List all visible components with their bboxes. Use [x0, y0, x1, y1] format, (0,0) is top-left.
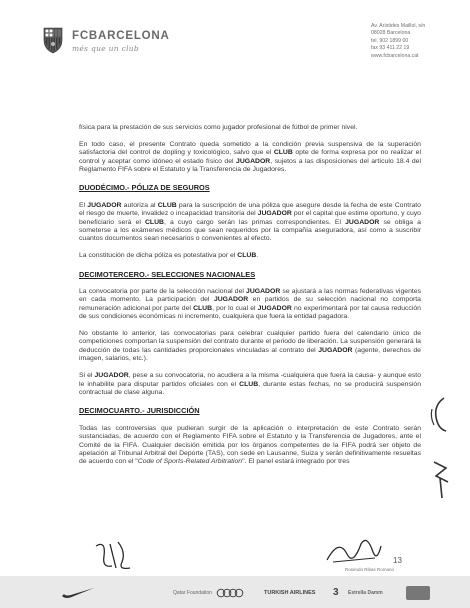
- address-line: 08028 Barcelona: [371, 30, 411, 37]
- address-line: www.fcbarcelona.cat: [371, 52, 419, 59]
- section-heading-decimotercero: DECIMOTERCERO.- SELECCIONES NACIONALES: [79, 269, 256, 279]
- sponsor-qatar-foundation: Qatar Foundation: [173, 590, 212, 596]
- club-address-block: [371, 23, 425, 60]
- paragraph: El JUGADOR autoriza al CLUB para la suscripción de una póliza que asegure desde la fecha de este Contrato el riesgo de muerte, invalidez o incapacidad transitoria del JUGADOR por el capital que estime oportuno, y cuyo beneficiario será el CLUB, a cuyo cargo serán las primas correspondientes. El JUGADOR se obliga a someterse a los exámenes médicos que sean requeridos por la compañía aseguradora, así como a suscribir cuantos documentos sean necesarios o convenientes al efecto.: [79, 201, 421, 243]
- sponsor-turkish-airlines: TURKISH AIRLINES: [264, 590, 316, 596]
- sponsor-three: 3: [333, 587, 339, 598]
- page-number: 13: [393, 556, 402, 565]
- club-representative-signature: [323, 532, 383, 568]
- sponsor-estrella-damm: Estrella Damm: [348, 590, 383, 596]
- address-line: Av. Arístides Maillol, s/n: [371, 23, 426, 29]
- address-line: tel. 902 1899 00: [371, 37, 409, 44]
- paragraph: La constitución de dicha póliza es potestativa por el CLUB.: [79, 252, 259, 260]
- contract-body: [79, 124, 421, 475]
- margin-initials-signature: [426, 395, 452, 435]
- paragraph: Todas las controversias que pudieran surgir de la aplicación o interpretación de este Contrato serán sustanciadas, de acuerdo con el Reglamento FIFA sobre el Estatuto y la Transferencia de Jugadores, ante el Comité de la FIFA. Cualquier decisión emitida por los órganos competentes de la FIFA podrá ser objeto de apelación al Tribunal Arbitral del Deporte (TAS), con sede en Lausanne, Suiza y serán definitivamente resueltas de acuerdo con el "Code of Sports-Related Arbitration". El panel estará integrado por tres: [79, 424, 421, 466]
- paragraph: No obstante lo anterior, las convocatorias para celebrar cualquier partido fuera del calendario único de competiciones comportan la suspensión del contrato durante el periodo de liberación. La suspensión generará la deducción de todas las cantidades proporcionales vinculadas al contrato del JUGADOR (agente, derechos de imagen, salarios, etc.).: [79, 330, 421, 363]
- paragraph: En todo caso, el presente Contrato queda sometido a la condición previa suspensiva de la superación satisfactoria del control de dopling y toxicológico, salvo que el CLUB opte de forma expresa por no realizar el control y aceptar como idóneo el estado físico del JUGADOR, sujetos a las disposiciones del artículo 18.4 del Reglamento FIFA sobre el Estatuto y la Transferencia de Jugadores.: [79, 140, 422, 174]
- club-tagline: més que un club: [72, 44, 140, 53]
- paragraph: La convocatoria por parte de la selección nacional del JUGADOR se ajustará a las normas federativas vigentes en cada momento. La participación del JUGADOR en partidos de su selección nacional no comporta remuneración adicional por parte del CLUB, por lo cual el JUGADOR no experimentará por tal causa reducción de sus condiciones económicas ni incremento, cualquiera que fuera la entidad pagadora.: [79, 288, 421, 321]
- section-heading-duodecimo: DUODÉCIMO.- PÓLIZA DE SEGUROS: [79, 183, 210, 193]
- nike-swoosh-logo: [60, 586, 96, 600]
- section-heading-decimocuarto: DECIMOCUARTO.- JURISDICCIÓN: [79, 406, 200, 416]
- signature-caption: Rosendo Ribas Romano: [345, 567, 395, 572]
- paragraph: física para la prestación de sus servicios como jugador profesional de fútbol de primer nivel.: [79, 124, 358, 131]
- paragraph: Si el JUGADOR, pese a su convocatoria, no acudiera a la misma -cualquiera que fuera la causa- y aunque esto le inhabilite para disputar partidos oficiales con el CLUB, durante estas fechas, no se producirá suspensión contractual de clase alguna.: [79, 372, 422, 396]
- player-signature: [92, 538, 136, 574]
- tv3-logo: [406, 586, 430, 600]
- fc-barcelona-crest-logo: [41, 26, 65, 54]
- address-line: fax 93 411 22 19: [371, 45, 410, 52]
- margin-initials-signature: [430, 458, 452, 500]
- audi-rings-logo: [216, 588, 244, 598]
- club-brand-name: FCBARCELONA: [72, 30, 170, 42]
